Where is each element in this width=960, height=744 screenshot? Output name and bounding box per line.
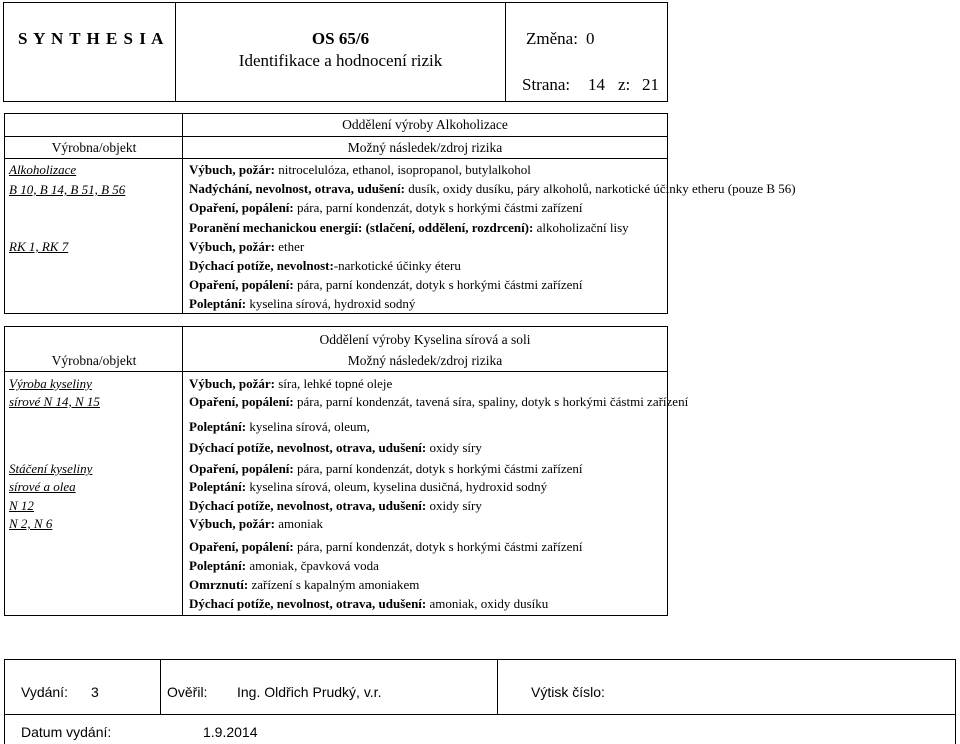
section-kyselina-sirova bbox=[4, 326, 689, 616]
risk-type: Poleptání: bbox=[189, 558, 247, 573]
object-link-sirove-a-olea[interactable]: sírové a olea bbox=[9, 479, 76, 494]
section1-divider-header bbox=[5, 158, 667, 159]
risk-source: kyselina sírová, hydroxid sodný bbox=[246, 296, 416, 311]
risk-row bbox=[189, 239, 304, 255]
risk-source: síra, lehké topné oleje bbox=[274, 376, 393, 391]
risk-source: amoniak bbox=[274, 516, 323, 531]
doc-title: Identifikace a hodnocení rizik bbox=[238, 51, 443, 70]
risk-type: Dýchací potíže, nevolnost, otrava, udušení: bbox=[189, 498, 427, 513]
risk-row bbox=[189, 461, 583, 477]
risk-type: Dýchací potíže, nevolnost, otrava, udušení: bbox=[189, 440, 427, 455]
risk-source: zařízení s kapalným amoniakem bbox=[248, 577, 420, 592]
section2-col-left-header: Výrobna/objekt bbox=[51, 353, 137, 368]
risk-row bbox=[189, 516, 323, 532]
risk-row bbox=[189, 162, 531, 178]
risk-row bbox=[189, 220, 629, 236]
risk-type: Výbuch, požár: bbox=[189, 376, 275, 391]
date-value: 1.9.2014 bbox=[203, 724, 258, 740]
page-total: 21 bbox=[642, 75, 659, 94]
page-of-label: z: bbox=[618, 75, 631, 94]
risk-row bbox=[189, 258, 461, 274]
risk-type: Poleptání: bbox=[189, 479, 247, 494]
date-label: Datum vydání: bbox=[21, 724, 112, 740]
risk-source: kyselina sírová, oleum, bbox=[246, 419, 370, 434]
risk-row bbox=[189, 200, 583, 216]
risk-source: -narkotické účinky éteru bbox=[333, 258, 461, 273]
footer-divider bbox=[160, 660, 161, 714]
verified-value: Ing. Oldřich Prudký, v.r. bbox=[237, 684, 382, 700]
object-link-n12[interactable]: N 12 bbox=[9, 498, 34, 513]
risk-type: Dýchací potíže, nevolnost: bbox=[189, 258, 334, 273]
risk-row bbox=[189, 277, 583, 293]
section1-divider-top bbox=[5, 136, 667, 137]
section1-col-left-header: Výrobna/objekt bbox=[51, 140, 137, 155]
risk-row bbox=[189, 181, 796, 197]
risk-source: pára, parní kondenzát, tavená síra, spaliny, dotyk s horkými částmi zařízení bbox=[293, 394, 689, 409]
risk-type: Výbuch, požár: bbox=[189, 516, 275, 531]
change-label: Změna: bbox=[526, 29, 578, 48]
risk-type: Nadýchání, nevolnost, otrava, udušení: bbox=[189, 181, 405, 196]
risk-source: pára, parní kondenzát, dotyk s horkými částmi zařízení bbox=[293, 539, 583, 554]
risk-type: Poleptání: bbox=[189, 419, 247, 434]
doc-code: OS 65/6 bbox=[311, 29, 370, 48]
object-link-alkoholizace[interactable]: Alkoholizace bbox=[9, 162, 77, 177]
risk-row bbox=[189, 577, 419, 593]
risk-row bbox=[189, 479, 547, 495]
risk-source: ether bbox=[274, 239, 305, 254]
risk-source: alkoholizační lisy bbox=[533, 220, 629, 235]
section1-col-right-header: Možný následek/zdroj rizika bbox=[347, 140, 503, 155]
risk-type: Dýchací potíže, nevolnost, otrava, udušení: bbox=[189, 596, 427, 611]
object-link-n2-n6[interactable]: N 2, N 6 bbox=[9, 516, 53, 531]
section2-title: Oddělení výroby Kyselina sírová a soli bbox=[319, 332, 531, 347]
header-company-cell bbox=[3, 2, 176, 102]
risk-type: Opaření, popálení: bbox=[189, 461, 294, 476]
section2-divider-header bbox=[5, 371, 667, 372]
object-link-n14-n15[interactable]: sírové N 14, N 15 bbox=[9, 394, 100, 409]
section-alkoholizace bbox=[4, 113, 796, 314]
risk-row bbox=[189, 394, 688, 410]
risk-type: Opaření, popálení: bbox=[189, 277, 294, 292]
object-link-staceni-kyseliny[interactable]: Stáčení kyseliny bbox=[9, 461, 93, 476]
risk-type: Výbuch, požár: bbox=[189, 162, 275, 177]
risk-row bbox=[189, 539, 583, 555]
risk-source: dusík, oxidy dusíku, páry alkoholů, narkotické účinky etheru (pouze B 56) bbox=[404, 181, 796, 196]
risk-row bbox=[189, 296, 415, 312]
risk-type: Opaření, popálení: bbox=[189, 539, 294, 554]
footer-row-2 bbox=[4, 714, 956, 744]
section2-col-right-header: Možný následek/zdroj rizika bbox=[347, 353, 503, 368]
risk-source: kyselina sírová, oleum, kyselina dusičná, hydroxid sodný bbox=[246, 479, 548, 494]
header-meta-cell bbox=[505, 2, 668, 102]
risk-source: amoniak, oxidy dusíku bbox=[426, 596, 549, 611]
page-value: 14 bbox=[588, 75, 605, 94]
risk-source: nitrocelulóza, ethanol, isopropanol, butylalkohol bbox=[274, 162, 531, 177]
risk-type: Omrznutí: bbox=[189, 577, 249, 592]
risk-source: pára, parní kondenzát, dotyk s horkými částmi zařízení bbox=[293, 277, 583, 292]
risk-type: Poleptání: bbox=[189, 296, 247, 311]
header-title-cell bbox=[175, 2, 506, 102]
risk-type: Opaření, popálení: bbox=[189, 200, 294, 215]
footer-divider bbox=[497, 660, 498, 714]
page-label: Strana: bbox=[522, 75, 571, 94]
risk-source: pára, parní kondenzát, dotyk s horkými částmi zařízení bbox=[293, 461, 583, 476]
section1-title: Oddělení výroby Alkoholizace bbox=[342, 117, 508, 132]
risk-type: Poranění mechanickou energií: (stlačení, oddělení, rozdrcení): bbox=[189, 220, 534, 235]
company-name: S Y N T H E S I A bbox=[18, 29, 165, 48]
object-link-vyroba-kyseliny[interactable]: Výroba kyseliny bbox=[9, 376, 92, 391]
object-link-rk[interactable]: RK 1, RK 7 bbox=[9, 239, 69, 254]
change-value: 0 bbox=[586, 29, 595, 48]
risk-type: Výbuch, požár: bbox=[189, 239, 275, 254]
object-link-b-buildings[interactable]: B 10, B 14, B 51, B 56 bbox=[9, 182, 126, 197]
risk-row bbox=[189, 498, 482, 514]
risk-source: oxidy síry bbox=[426, 498, 482, 513]
risk-source: pára, parní kondenzát, dotyk s horkými částmi zařízení bbox=[293, 200, 583, 215]
risk-row bbox=[189, 558, 379, 574]
footer-row-1 bbox=[4, 659, 956, 715]
issued-value: 3 bbox=[91, 684, 99, 700]
print-number-label: Výtisk číslo: bbox=[531, 684, 605, 700]
verified-label: Ověřil: bbox=[167, 684, 208, 700]
risk-row bbox=[189, 419, 370, 435]
risk-row bbox=[189, 440, 482, 456]
risk-source: oxidy síry bbox=[426, 440, 482, 455]
risk-type: Opaření, popálení: bbox=[189, 394, 294, 409]
risk-row bbox=[189, 596, 548, 612]
risk-source: amoniak, čpavková voda bbox=[246, 558, 379, 573]
risk-row bbox=[189, 376, 392, 392]
issued-label: Vydání: bbox=[21, 684, 68, 700]
